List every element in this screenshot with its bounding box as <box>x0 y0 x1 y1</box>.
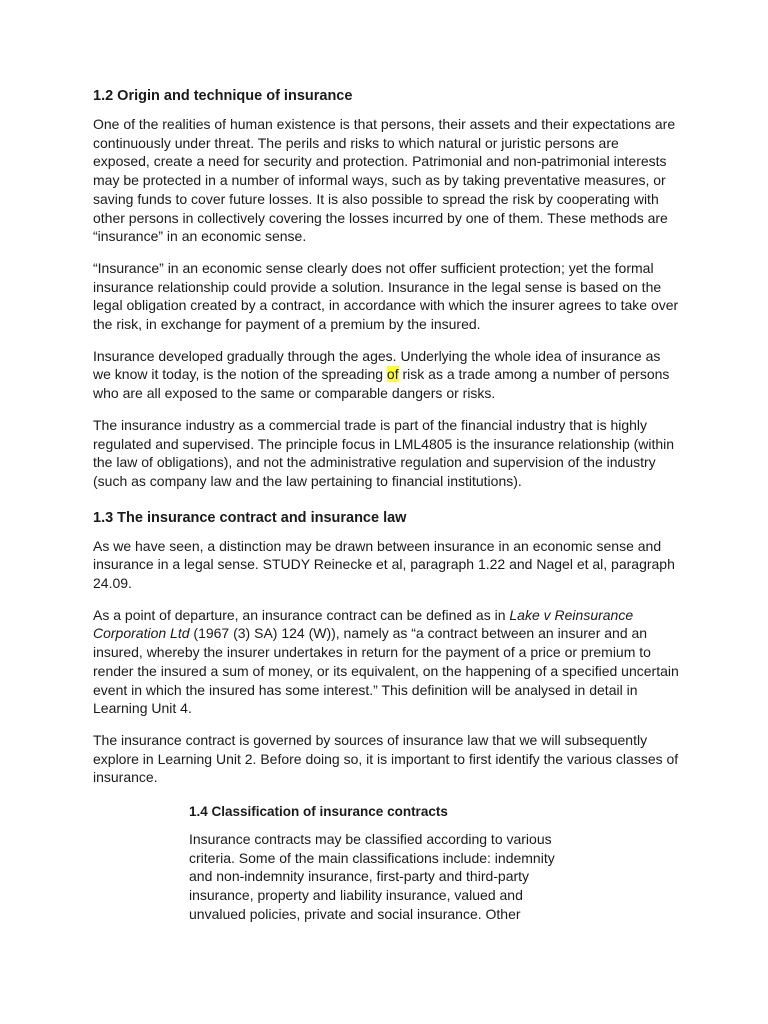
section-1-4-block <box>189 802 579 924</box>
section-1-3-paragraph-3: The insurance contract is governed by sources of insurance law that we will subsequently explore in Learning Unit 2. Before doing so, it is important to first identify the various classes of insurance. <box>93 731 679 786</box>
section-1-2-paragraph-4: The insurance industry as a commercial trade is part of the financial industry that is highly regulated and supervised. The principle focus in LML4805 is the insurance relationship (within the law of obligations), and not the administrative regulation and supervision of the industry (such as company law and the law pertaining to financial institutions). <box>93 416 675 489</box>
case-name: Lake v Reinsurance Corporation Ltd <box>93 606 634 642</box>
paragraph-3-text-end: risk as a trade among a number of persons who are all exposed to the same or comparable dangers or risks. <box>93 366 670 402</box>
section-1-2-heading: 1.2 Origin and technique of insurance <box>93 88 353 104</box>
highlighted-word: of <box>386 366 399 383</box>
section-1-2-paragraph-2: “Insurance” in an economic sense clearly does not offer sufficient protection; yet the formal insurance relationship could provide a solution. Insurance in the legal sense is based on the legal obligation created by a contract, in accordance with which the insurer agrees to take over the risk, in exchange for payment of a premium by the insured. <box>93 259 679 333</box>
section-1-3-paragraph-2 <box>93 606 679 718</box>
paragraph-2-text-end: (1967 (3) SA) 124 (W)), namely as “a contract between an insurer and an insured, whereby the insurer undertakes in return for the payment of a price or premium to render the insured a sum of money, or its equivalent, on the happening of a specified uncertain event in which the insured has some interest.” This definition will be analysed in detail in Learning Unit 4. <box>93 625 679 717</box>
section-1-3-paragraph-1: As we have seen, a distinction may be drawn between insurance in an economic sense and insurance in a legal sense. STUDY Reinecke et al, paragraph 1.22 and Nagel et al, paragraph 24.09. <box>93 537 675 592</box>
section-1-2-paragraph-3 <box>93 347 679 403</box>
paragraph-2-text-start: As a point of departure, an insurance contract can be defined as in <box>93 606 510 623</box>
paragraph-3-text-start: Insurance developed gradually through the ages. Underlying the whole idea of insurance as we know it today, is the notion of the spreading <box>93 347 661 383</box>
document-body <box>93 86 679 800</box>
section-1-2-paragraph-1: One of the realities of human existence is that persons, their assets and their expectations are continuously under threat. The perils and risks to which natural or juristic persons are exposed, create a need for security and protection. Patrimonial and non-patrimonial interests may be protected in a number of informal ways, such as by taking preventative measures, or saving funds to cover future losses. It is also possible to spread the risk by cooperating with other persons in collectively covering the losses incurred by one of them. These methods are “insurance” in an economic sense. <box>93 116 676 245</box>
section-1-4-heading: 1.4 Classification of insurance contracts <box>189 804 448 819</box>
section-1-3-heading: 1.3 The insurance contract and insurance law <box>93 509 407 526</box>
section-1-4-paragraph-1: Insurance contracts may be classified according to various criteria. Some of the main classifications include: indemnity and non-indemnity insurance, first-party and third-party insurance, property and liability insurance, valued and unvalued policies, private and social insurance. Other <box>189 831 555 922</box>
